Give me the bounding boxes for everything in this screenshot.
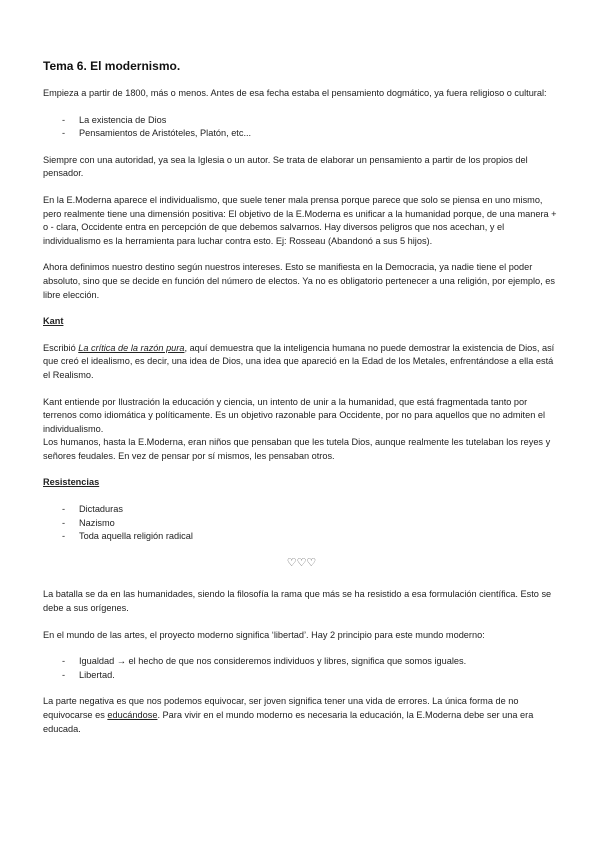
paragraph-ilustracion: Kant entiende por Ilustración la educación y ciencia, un intento de unir a la humanidad, que está fragmentada tanto por terrenos como idiomática y políticamente. Es un objetivo razonable para Occidente, por no para aquellos que no admiten el individualismo. <box>43 396 546 434</box>
underlined-word: educándose <box>107 710 158 720</box>
page-title: Tema 6. El modernismo. <box>43 59 181 73</box>
paragraph-individualism: En la E.Moderna aparece el individualismo, que suele tener mala prensa porque parece que solo se piensa en uno mismo, pero realmente tiene una dimensión positiva: El objetivo de la E.Moderna es unificar a la humanidad porque, de una manera + o - clara, Occidente entra en percepción de que debemos salvarnos. Hay diversos peligros que nos acechan, y el individualismo es la herramienta para luchar contra esto. Ej: Rosseau (Abandonó a sus 5 hijos). <box>43 194 557 246</box>
list-item: - Nazismo <box>43 517 560 531</box>
paragraph-negativa <box>43 695 560 736</box>
list-item: - Pensamientos de Aristóteles, Platón, etc... <box>43 127 560 141</box>
list-resistencias <box>43 503 560 544</box>
hearts-divider: ♡♡♡ <box>286 556 317 569</box>
list-item: - Igualdad → el hecho de que nos consideremos individuos y libres, significa que somos iguales. <box>43 655 560 669</box>
paragraph-artes: En el mundo de las artes, el proyecto moderno significa ‘libertad’. Hay 2 principio para este mundo moderno: <box>43 629 485 640</box>
paragraph-authority: Siempre con una autoridad, ya sea la Iglesia o un autor. Se trata de elaborar un pensamiento a partir de los propios del pensador. <box>43 154 528 179</box>
list-dogmatic <box>43 114 560 141</box>
paragraph-kant-book <box>43 342 560 383</box>
list-item: - La existencia de Dios <box>43 114 560 128</box>
section-heading-kant: Kant <box>43 316 64 327</box>
list-item: - Libertad. <box>43 669 560 683</box>
list-item: - Toda aquella religión radical <box>43 530 560 544</box>
paragraph-intro: Empieza a partir de 1800, más o menos. Antes de esa fecha estaba el pensamiento dogmático, ya fuera religioso o cultural: <box>43 88 547 98</box>
paragraph-humanidades: La batalla se da en las humanidades, siendo la filosofía la rama que más se ha resistido a esa formulación científica. Esto se debe a sus orígenes. <box>43 589 552 614</box>
book-title: La crítica de la razón pura <box>78 342 185 353</box>
list-item: - Dictaduras <box>43 503 560 517</box>
list-principios <box>43 655 560 682</box>
text-fragment: , aquí demuestra que la inteligencia humana no puede demostrar la existencia de Dios, así que creó el idealismo, es decir, una idea de Dios, una idea que apareció en la Edad de los Metales, enfrentándose a ella está el Realismo. <box>43 342 555 380</box>
paragraph-destiny: Ahora definimos nuestro destino según nuestros intereses. Esto se manifiesta en la Democracia, ya nadie tiene el poder absoluto, sino que se decide en función del número de electos. Ya no es obligatorio pertenecer a una religión, por ejemplo, es libre elección. <box>43 262 555 300</box>
paragraph-humans: Los humanos, hasta la E.Moderna, eran niños que pensaban que les tutela Dios, aunque realmente les tutelaban los reyes y señores feudales. En vez de pensar por sí mismos, les pensaban otros. <box>43 437 551 461</box>
section-heading-resistencias: Resistencias <box>43 477 100 488</box>
text-fragment: La parte negativa es que nos podemos equivocar, ser joven significa tener una vida de errores. La única forma de no equivocarse es <box>43 696 519 720</box>
text-fragment: Escribió <box>43 342 79 353</box>
text-fragment: . Para vivir en el mundo moderno es necesaria la educación, la E.Moderna debe ser una era educada. <box>43 710 534 734</box>
